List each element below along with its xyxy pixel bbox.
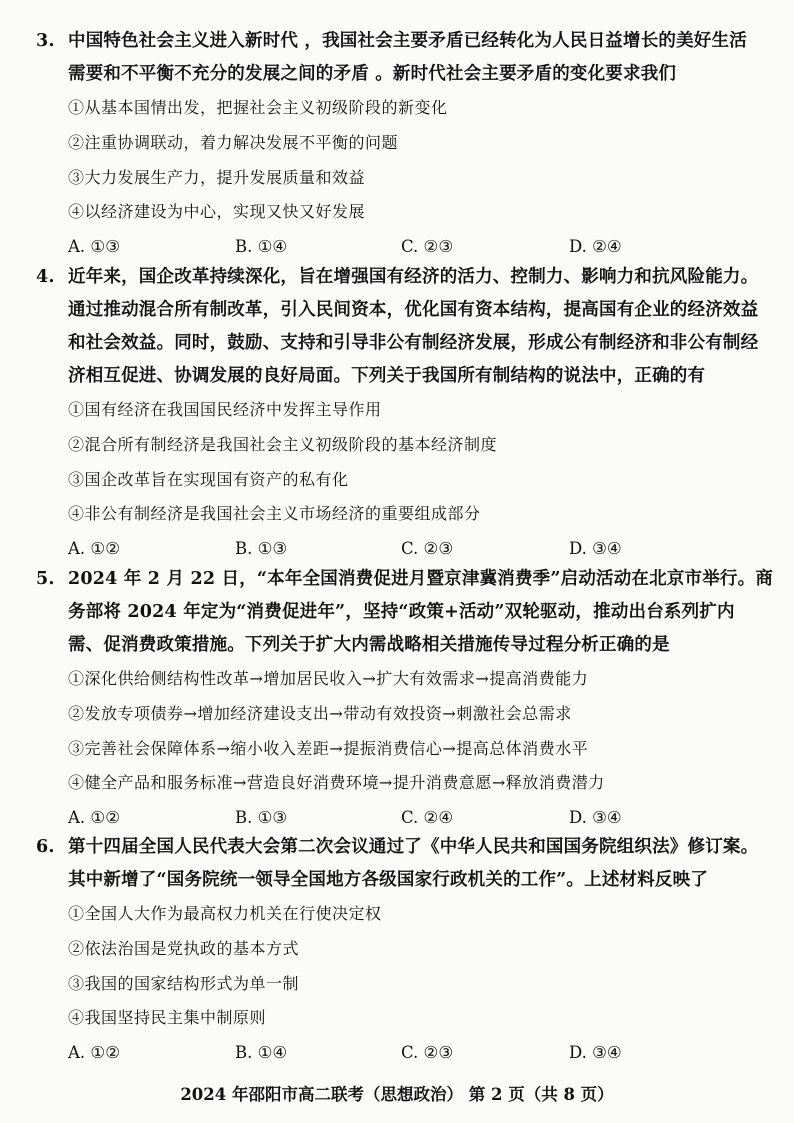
page-footer: 2024 年邵阳市高二联考（思想政治） 第 2 页（共 8 页） bbox=[180, 1085, 614, 1104]
statement-1: ①从基本国情出发，把握社会主义初级阶段的新变化 bbox=[68, 98, 448, 117]
stem-line: 济相互促进、协调发展的良好局面。下列关于我国所有制结构的说法中，正确的有 bbox=[68, 366, 706, 386]
question-number: 5. bbox=[36, 569, 55, 589]
choice-b: B. ①③ bbox=[235, 539, 288, 559]
question-number: 6. bbox=[36, 837, 55, 857]
statement-3: ③大力发展生产力，提升发展质量和效益 bbox=[68, 167, 366, 187]
choice-d: D. ③④ bbox=[569, 808, 622, 828]
statement-1: ①深化供给侧结构性改革→增加居民收入→扩大有效需求→提高消费能力 bbox=[68, 669, 589, 688]
stem-line: 近年来，国企改革持续深化，旨在增强国有经济的活力、控制力、影响力和抗风险能力。 bbox=[68, 267, 759, 287]
choice-b: B. ①④ bbox=[235, 1043, 288, 1063]
statement-2: ②混合所有制经济是我国社会主义初级阶段的基本经济制度 bbox=[68, 434, 498, 454]
statement-2: ②注重协调联动，着力解决发展不平衡的问题 bbox=[68, 132, 399, 152]
stem-line: 需、促消费政策措施。下列关于扩大内需战略相关措施传导过程分析正确的是 bbox=[68, 635, 670, 655]
statement-4: ④健全产品和服务标准→营造良好消费环境→提升消费意愿→释放消费潜力 bbox=[68, 773, 605, 793]
question-6 bbox=[36, 831, 776, 1070]
question-4 bbox=[36, 261, 776, 566]
choice-b: B. ①④ bbox=[235, 237, 288, 257]
choice-c: C. ②③ bbox=[401, 237, 454, 257]
statement-4: ④以经济建设为中心，实现又快又好发展 bbox=[68, 202, 366, 222]
choice-d: D. ③④ bbox=[569, 1043, 622, 1063]
choice-a: A. ①② bbox=[68, 1043, 120, 1063]
choice-a: A. ①③ bbox=[68, 237, 120, 257]
question-stem bbox=[36, 563, 776, 662]
question-5 bbox=[36, 563, 776, 835]
answer-choices bbox=[36, 532, 776, 566]
statement-4: ④我国坚持民主集中制原则 bbox=[68, 1008, 267, 1028]
choice-d: D. ②④ bbox=[569, 237, 622, 257]
question-number: 3. bbox=[36, 31, 55, 51]
choice-a: A. ①② bbox=[68, 808, 120, 828]
stem-line: 和社会效益。同时，鼓励、支持和引导非公有制经济发展，形成公有制经济和非公有制经 bbox=[68, 333, 759, 353]
question-3 bbox=[36, 25, 776, 264]
choice-c: C. ②③ bbox=[401, 539, 454, 559]
statement-2: ②依法治国是党执政的基本方式 bbox=[68, 938, 300, 958]
stem-line: 2024 年 2 月 22 日，“本年全国消费促进月暨京津冀消费季”启动活动在北京市举行。商 bbox=[68, 569, 774, 589]
choice-b: B. ①③ bbox=[235, 808, 288, 828]
statement-3: ③我国的国家结构形式为单一制 bbox=[68, 973, 300, 993]
stem-line: 务部将 2024 年定为“消费促进年”，坚持“政策+活动”双轮驱动，推动出台系列扩内 bbox=[68, 602, 735, 622]
statement-4: ④非公有制经济是我国社会主义市场经济的重要组成部分 bbox=[68, 504, 481, 524]
choice-d: D. ③④ bbox=[569, 539, 622, 559]
answer-choices bbox=[36, 1036, 776, 1070]
answer-choices bbox=[36, 230, 776, 264]
question-stem bbox=[36, 25, 776, 91]
statement-2: ②发放专项债券→增加经济建设支出→带动有效投资→刺激社会总需求 bbox=[68, 703, 572, 723]
stem-line: 需要和不平衡不充分的发展之间的矛盾 。新时代社会主要矛盾的变化要求我们 bbox=[68, 64, 677, 84]
statement-1: ①全国人大作为最高权力机关在行使决定权 bbox=[68, 904, 382, 923]
statement-3: ③完善社会保障体系→缩小收入差距→提振消费信心→提高总体消费水平 bbox=[68, 738, 589, 758]
statement-3: ③国企改革旨在实现国有资产的私有化 bbox=[68, 469, 349, 489]
stem-line: 第十四届全国人民代表大会第二次会议通过了《中华人民共和国国务院组织法》修订案。 bbox=[68, 837, 759, 857]
question-number: 4. bbox=[36, 267, 55, 287]
choice-a: A. ①② bbox=[68, 539, 120, 559]
question-stem bbox=[36, 831, 776, 897]
statement-1: ①国有经济在我国国民经济中发挥主导作用 bbox=[68, 400, 382, 419]
choice-c: C. ②③ bbox=[401, 1043, 454, 1063]
stem-line: 其中新增了“国务院统一领导全国地方各级国家行政机关的工作”。上述材料反映了 bbox=[68, 870, 709, 890]
choice-c: C. ②④ bbox=[401, 808, 454, 828]
stem-line: 通过推动混合所有制改革，引入民间资本，优化国有资本结构，提高国有企业的经济效益 bbox=[68, 300, 759, 320]
question-stem bbox=[36, 261, 776, 393]
stem-line: 中国特色社会主义进入新时代 ，我国社会主要矛盾已经转化为人民日益增长的美好生活 bbox=[68, 31, 747, 51]
